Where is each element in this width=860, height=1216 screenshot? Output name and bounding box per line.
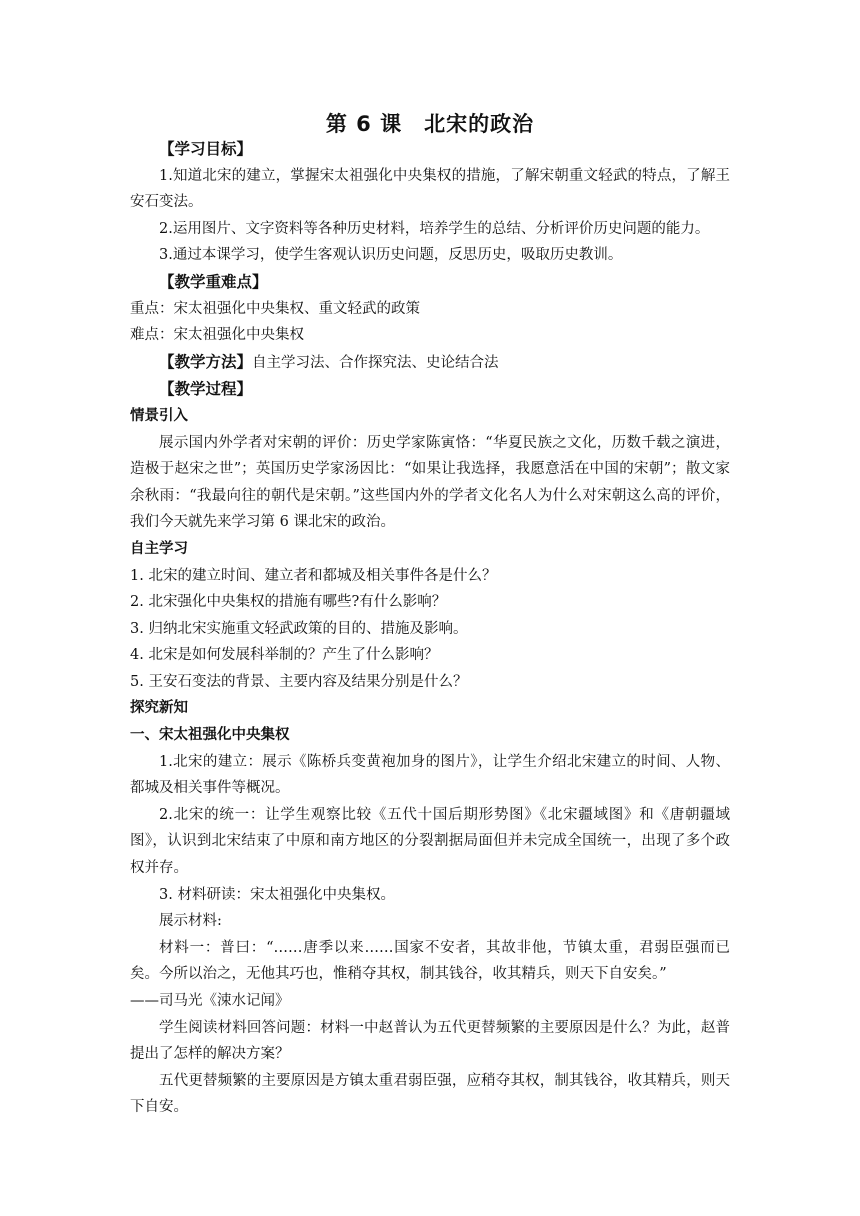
material-source: ——司马光《涑水记闻》 [130,993,290,1009]
intro-heading: 情景引入 [130,407,188,424]
part1-paragraph-4: 展示材料: [159,913,222,930]
material-question: 学生阅读材料回答问题：材料一中赵普认为五代更替频繁的主要原因是什么？为此，赵普提出了怎样的解决方案？ [130,1019,730,1063]
self-study-item-3: 3. 归纳北宋实施重文轻武政策的目的、措施及影响。 [130,620,468,637]
methods-line [130,349,730,377]
part1-paragraph-1: 1.北宋的建立：展示《陈桥兵变黄袍加身的图片》，让学生介绍北宋建立的时间、人物、都城及相关事件等概况。 [130,753,730,797]
self-study-heading: 自主学习 [130,540,188,557]
objective-item-2: 2.运用图片、文字资料等各种历史材料，培养学生的总结、分析评价历史问题的能力。 [159,220,710,237]
page-title: 第 6 课 北宋的政治 [325,112,535,136]
process-heading: 【教学过程】 [159,380,253,399]
self-study-item-2: 2. 北宋强化中央集权的措施有哪些?有什么影响？ [130,594,447,611]
objective-item-3: 3.通过本课学习，使学生客观认识历史问题，反思历史，吸取历史教训。 [159,247,623,264]
key-points-heading: 【教学重难点】 [159,272,268,291]
document-body [130,136,730,1121]
methods-text: 自主学习法、合作探究法、史论结合法 [252,354,499,371]
key-point-focus: 重点：宋太祖强化中央集权、重文轻武的政策 [130,300,420,317]
self-study-item-1: 1. 北宋的建立时间、建立者和都城及相关事件各是什么？ [130,567,497,584]
key-point-difficulty: 难点：宋太祖强化中央集权 [130,327,304,344]
self-study-item-4: 4. 北宋是如何发展科举制的？产生了什么影响？ [130,647,439,664]
part1-paragraph-2: 2.北宋的统一：让学生观察比较《五代十国后期形势图》《北宋疆域图》和《唐朝疆域图》，认识到北宋结束了中原和南方地区的分裂割据局面但并未完成全国统一，出现了多个政权并存。 [130,806,730,877]
explore-heading: 探究新知 [130,700,188,717]
part1-heading: 一、宋太祖强化中央集权 [130,727,290,744]
methods-heading: 【教学方法】 [159,352,253,371]
part1-paragraph-3: 3. 材料研读：宋太祖强化中央集权。 [159,886,395,903]
part1-material-1: 材料一：普曰：“……唐季以来……国家不安者，其故非他，节镇太重，君弱臣强而已矣。今所以治之，无他其巧也，惟稍夺其权，制其钱谷，收其精兵，则天下自安矣。” [130,939,730,983]
objective-item-1: 1.知道北宋的建立，掌握宋太祖强化中央集权的措施，了解宋朝重文轻武的特点，了解王安石变法。 [130,167,730,211]
objectives-heading: 【学习目标】 [159,140,253,158]
material-answer: 五代更替频繁的主要原因是方镇太重君弱臣强，应稍夺其权，制其钱谷，收其精兵，则天下自安。 [130,1072,730,1116]
self-study-item-5: 5. 王安石变法的背景、主要内容及结果分别是什么？ [130,673,468,690]
intro-paragraph: 展示国内外学者对宋朝的评价：历史学家陈寅恪：“华夏民族之文化，历数千载之演进，造极于赵宋之世”；英国历史学家汤因比：“如果让我选择，我愿意活在中国的宋朝”；散文家余秋雨：“我最向往的朝代是宋朝。”这些国内外的学者文化名人为什么对宋朝这么高的评价，我们今天就先来学习第 6 课北宋的政治。 [130,434,730,531]
